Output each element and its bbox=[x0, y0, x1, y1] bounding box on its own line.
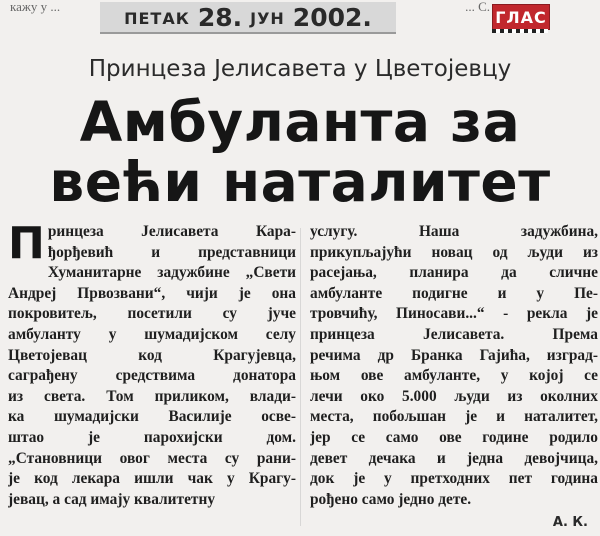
date-month: ЈУН bbox=[250, 9, 285, 28]
article-line: расејања, планира да сличне bbox=[310, 264, 598, 282]
article-line: из света. Том приликом, влади- bbox=[8, 387, 296, 405]
headline-line: већи наталитет bbox=[49, 150, 551, 214]
article-line: ка шумадијски Василије осве- bbox=[8, 408, 296, 426]
article-line: ринцеза Јелисавета Кара- bbox=[47, 223, 296, 240]
headline-line: Амбуланта за bbox=[79, 90, 521, 154]
article-line: Хуманитарне задужбине „Свети bbox=[47, 264, 296, 282]
article-line: девет дечака и једна девојчица, bbox=[310, 449, 598, 467]
article-headline bbox=[0, 92, 600, 212]
article-line: њом ове амбуланте, у којој се bbox=[310, 367, 598, 385]
article-line: услугу. Наша задужбина, bbox=[310, 223, 598, 240]
newspaper-logo: ГЛАС bbox=[492, 4, 550, 30]
article-line: „Становници овог места су рани- bbox=[8, 449, 296, 467]
article-line: Андреј Првозвани“, чији је она bbox=[8, 284, 296, 302]
date-weekday: ПЕТАК bbox=[124, 9, 190, 28]
logo-strip-decoration bbox=[492, 29, 548, 33]
article-line: јевац, а сад имају квалитетну bbox=[8, 490, 216, 508]
article-line: тровчићу, Пиносави...“ - рекла је bbox=[310, 305, 598, 323]
top-right-cut-text: ... С. bbox=[465, 0, 490, 14]
article-line: принцеза Јелисавета. Према bbox=[310, 325, 598, 343]
drop-cap: П bbox=[8, 218, 45, 269]
article-line: покровитељ, посетили су јуче bbox=[8, 305, 296, 323]
article-column-left bbox=[8, 218, 296, 532]
article-line: јер се само ове године родило bbox=[310, 428, 598, 446]
article-kicker: Принцеза Јелисавета у Цветојевцу bbox=[88, 56, 512, 82]
article-line: лечи око 5.000 људи из околних bbox=[310, 387, 598, 405]
date-bar bbox=[100, 2, 396, 34]
article-body bbox=[8, 218, 598, 532]
date-year: 2002. bbox=[292, 3, 372, 32]
article-column-right bbox=[310, 222, 598, 532]
article-line: саграђену средствима донатора bbox=[8, 367, 296, 385]
top-left-cut-text: кажу у ... bbox=[10, 0, 61, 14]
article-line: Цветојевац код Крагујевца, bbox=[8, 346, 296, 364]
article-line: рођено само једно дете. bbox=[310, 490, 472, 508]
article-line: речима др Бранка Гајића, изград- bbox=[310, 346, 598, 364]
date-day: 28. bbox=[197, 3, 243, 32]
article-line: амбуланту у шумадијском селу bbox=[8, 325, 296, 343]
article-line: места, побољшан је и наталитет, bbox=[310, 408, 598, 426]
article-line: док је у претходних пет година bbox=[310, 470, 598, 488]
author-signature: А. К. bbox=[552, 515, 588, 530]
article-line: прикупљајући новац од људи из bbox=[310, 243, 598, 261]
article-line: штао је парохијски дом. bbox=[8, 428, 296, 446]
article-line: ђорђевић и представници bbox=[47, 243, 296, 261]
article-line: је код лекара ишли чак у Крагу- bbox=[8, 470, 296, 488]
article-line: амбуланте подигне и у Пе- bbox=[310, 284, 598, 302]
